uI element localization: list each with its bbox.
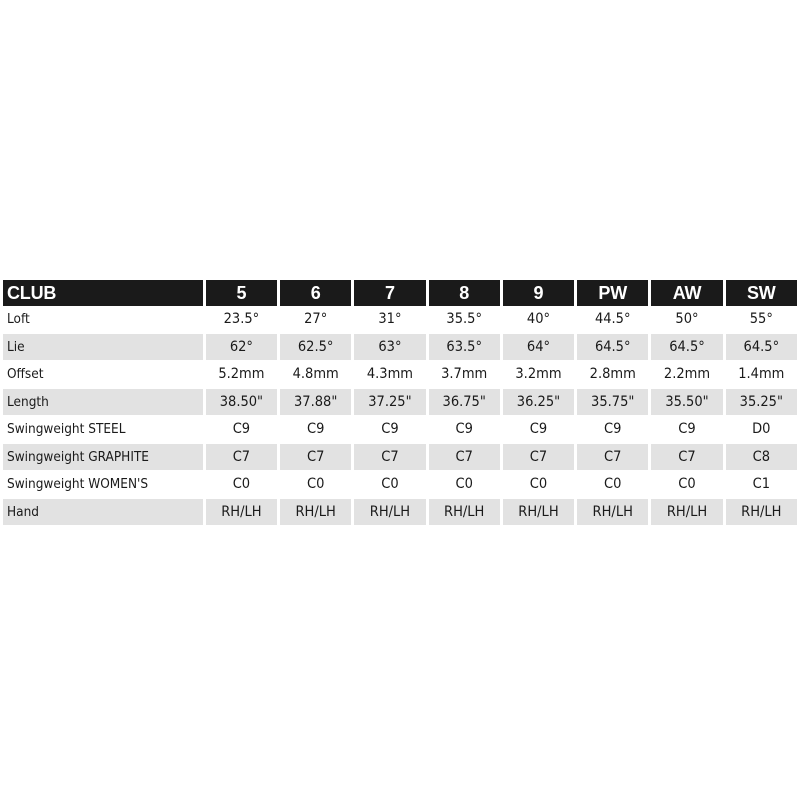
table-cell: C9: [503, 416, 574, 444]
header-club-9: 9: [503, 280, 574, 306]
header-club-pw: PW: [577, 280, 648, 306]
header-club-aw: AW: [651, 280, 722, 306]
row-label: Offset: [3, 361, 203, 389]
table-cell: C9: [429, 416, 500, 444]
table-cell: 62°: [206, 334, 277, 362]
table-cell: C0: [503, 471, 574, 499]
table-cell: C8: [726, 444, 797, 472]
table-cell: 36.25": [503, 389, 574, 417]
table-row-offset: [3, 361, 797, 389]
table-cell: 40°: [503, 306, 574, 334]
header-club-8: 8: [429, 280, 500, 306]
table-cell: C9: [354, 416, 425, 444]
table-cell: C7: [429, 444, 500, 472]
table-body: [3, 306, 797, 526]
table-row-length: [3, 389, 797, 417]
table-cell: RH/LH: [577, 499, 648, 527]
table-cell: RH/LH: [354, 499, 425, 527]
table-cell: D0: [726, 416, 797, 444]
table-cell: RH/LH: [280, 499, 351, 527]
table-row-swingweight-womens: [3, 471, 797, 499]
row-label: Loft: [3, 306, 203, 334]
table-cell: 35.5°: [429, 306, 500, 334]
table-cell: C7: [651, 444, 722, 472]
table-cell: 3.2mm: [503, 361, 574, 389]
table-cell: C9: [206, 416, 277, 444]
row-label: Swingweight STEEL: [3, 416, 203, 444]
table-cell: 5.2mm: [206, 361, 277, 389]
table-cell: C7: [280, 444, 351, 472]
table-row-hand: [3, 499, 797, 527]
table-cell: 3.7mm: [429, 361, 500, 389]
table-cell: RH/LH: [429, 499, 500, 527]
table-cell: C0: [206, 471, 277, 499]
table-cell: RH/LH: [726, 499, 797, 527]
table-cell: 35.25": [726, 389, 797, 417]
row-label: Lie: [3, 334, 203, 362]
table-cell: 64.5°: [577, 334, 648, 362]
table-cell: 35.75": [577, 389, 648, 417]
table-cell: C7: [503, 444, 574, 472]
table-cell: C0: [429, 471, 500, 499]
table-cell: C1: [726, 471, 797, 499]
table-cell: 4.3mm: [354, 361, 425, 389]
table-row-swingweight-graphite: [3, 444, 797, 472]
table-cell: 31°: [354, 306, 425, 334]
table-cell: C9: [280, 416, 351, 444]
table-cell: C7: [206, 444, 277, 472]
table-cell: 50°: [651, 306, 722, 334]
table-header-row: [3, 280, 797, 306]
table-cell: RH/LH: [503, 499, 574, 527]
header-club-sw: SW: [726, 280, 797, 306]
table-cell: 38.50": [206, 389, 277, 417]
header-club-label: CLUB: [3, 280, 203, 306]
table-cell: 64.5°: [726, 334, 797, 362]
table-cell: C9: [651, 416, 722, 444]
table-cell: 4.8mm: [280, 361, 351, 389]
table-cell: 64°: [503, 334, 574, 362]
table-cell: 62.5°: [280, 334, 351, 362]
table-cell: C0: [651, 471, 722, 499]
table-cell: 44.5°: [577, 306, 648, 334]
table-cell: 37.25": [354, 389, 425, 417]
table-row-swingweight-steel: [3, 416, 797, 444]
table-cell: C7: [577, 444, 648, 472]
row-label: Swingweight WOMEN'S: [3, 471, 203, 499]
table-cell: C0: [354, 471, 425, 499]
table-cell: C0: [280, 471, 351, 499]
club-spec-table: [0, 280, 800, 526]
table-cell: 37.88": [280, 389, 351, 417]
table-cell: C0: [577, 471, 648, 499]
table-cell: 1.4mm: [726, 361, 797, 389]
header-club-7: 7: [354, 280, 425, 306]
table-cell: RH/LH: [206, 499, 277, 527]
table-cell: 27°: [280, 306, 351, 334]
row-label: Length: [3, 389, 203, 417]
table-cell: 36.75": [429, 389, 500, 417]
table-cell: 2.2mm: [651, 361, 722, 389]
row-label: Hand: [3, 499, 203, 527]
table-cell: RH/LH: [651, 499, 722, 527]
table-cell: 55°: [726, 306, 797, 334]
table-cell: C7: [354, 444, 425, 472]
table-row-loft: [3, 306, 797, 334]
header-club-5: 5: [206, 280, 277, 306]
table-cell: 2.8mm: [577, 361, 648, 389]
table-cell: C9: [577, 416, 648, 444]
table-cell: 64.5°: [651, 334, 722, 362]
table-cell: 23.5°: [206, 306, 277, 334]
table-cell: 63.5°: [429, 334, 500, 362]
table-row-lie: [3, 334, 797, 362]
table-cell: 35.50": [651, 389, 722, 417]
table-cell: 63°: [354, 334, 425, 362]
row-label: Swingweight GRAPHITE: [3, 444, 203, 472]
header-club-6: 6: [280, 280, 351, 306]
